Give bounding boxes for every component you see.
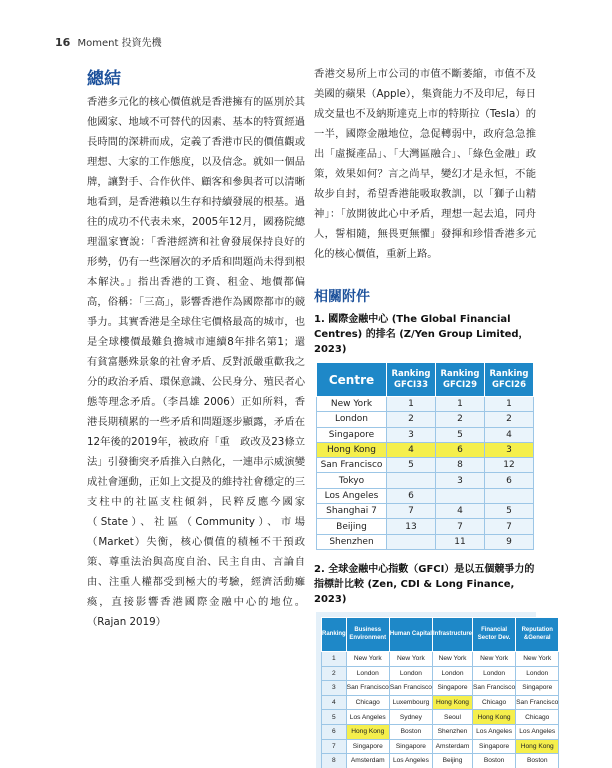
city-cell: New York xyxy=(317,397,387,412)
rank-cell: 6 xyxy=(387,488,436,503)
city-cell: Singapore xyxy=(389,739,432,754)
city-cell: Sydney xyxy=(389,710,432,725)
rank-cell: 4 xyxy=(485,427,534,442)
rank-cell: 12 xyxy=(485,458,534,473)
summary-title: 總結 xyxy=(87,69,121,89)
city-cell: London xyxy=(317,412,387,427)
city-cell: London xyxy=(346,666,389,681)
rank-cell: 2 xyxy=(436,412,485,427)
table1-header-cell: Ranking GFCI29 xyxy=(436,363,485,397)
rank-cell: 6 xyxy=(436,442,485,457)
city-cell: London xyxy=(516,666,559,681)
table-row xyxy=(322,710,559,725)
table-row xyxy=(322,695,559,710)
table-row xyxy=(322,754,559,768)
rank-cell: 7 xyxy=(322,739,347,754)
city-cell: Hong Kong xyxy=(317,442,387,457)
city-cell: Amsterdam xyxy=(346,754,389,768)
city-cell: Shenzhen xyxy=(432,724,472,739)
city-cell: San Francisco xyxy=(473,681,516,696)
city-cell: New York xyxy=(516,651,559,666)
city-cell: Hong Kong xyxy=(346,724,389,739)
city-cell: London xyxy=(389,666,432,681)
city-cell: New York xyxy=(432,651,472,666)
rank-cell: 3 xyxy=(387,427,436,442)
rank-cell: 2 xyxy=(387,412,436,427)
city-cell: San Francisco xyxy=(389,681,432,696)
city-cell: Hong Kong xyxy=(473,710,516,725)
table-row xyxy=(317,504,534,519)
rank-cell: 13 xyxy=(387,519,436,534)
rank-cell: 4 xyxy=(436,504,485,519)
city-cell: Shanghai 7 xyxy=(317,504,387,519)
table2-heading: 2. 全球金融中心指數（GFCI）是以五個競爭力的指標計比較 (Zen, CDI & Long Finance, 2023) xyxy=(314,563,535,605)
city-cell: Hong Kong xyxy=(432,695,472,710)
city-cell: Chicago xyxy=(516,710,559,725)
rank-cell: 4 xyxy=(322,695,347,710)
table-row xyxy=(317,442,534,457)
city-cell: Boston xyxy=(516,754,559,768)
table-row xyxy=(317,534,534,549)
city-cell: Luxembourg xyxy=(389,695,432,710)
city-cell: Los Angeles xyxy=(346,710,389,725)
city-cell: Singapore xyxy=(516,681,559,696)
city-cell: San Francisco xyxy=(346,681,389,696)
city-cell: Tokyo xyxy=(317,473,387,488)
table-row xyxy=(322,739,559,754)
publication-title: Moment 投資先機 xyxy=(77,38,162,49)
rank-cell: 1 xyxy=(387,397,436,412)
table-row xyxy=(322,651,559,666)
city-cell: Singapore xyxy=(432,681,472,696)
city-cell: Chicago xyxy=(346,695,389,710)
table-row xyxy=(322,666,559,681)
city-cell: Singapore xyxy=(317,427,387,442)
city-cell: Los Angeles xyxy=(473,724,516,739)
table-row xyxy=(322,724,559,739)
left-column xyxy=(87,64,305,632)
city-cell: Los Angeles xyxy=(389,754,432,768)
page-number: 16 xyxy=(55,36,71,49)
table-row xyxy=(317,412,534,427)
table1-header-cell: Ranking GFCI26 xyxy=(485,363,534,397)
city-cell: San Francisco xyxy=(516,695,559,710)
rank-cell: 6 xyxy=(322,724,347,739)
competitiveness-table xyxy=(321,617,559,768)
rank-cell: 9 xyxy=(485,534,534,549)
rank-cell: 5 xyxy=(322,710,347,725)
city-cell: Amsterdam xyxy=(432,739,472,754)
rank-cell: 1 xyxy=(485,397,534,412)
table1-heading: 1. 國際金融中心 (The Global Financial Centres) 的排名 (Z/Yen Group Limited，2023) xyxy=(314,314,529,355)
city-cell: London xyxy=(473,666,516,681)
city-cell: London xyxy=(432,666,472,681)
city-cell: Los Angeles xyxy=(317,488,387,503)
rank-cell: 8 xyxy=(436,458,485,473)
table-row xyxy=(317,519,534,534)
rank-cell: 7 xyxy=(387,504,436,519)
city-cell: Beijing xyxy=(317,519,387,534)
rank-cell: 1 xyxy=(436,397,485,412)
table-row xyxy=(317,473,534,488)
rank-cell xyxy=(387,534,436,549)
city-cell: Singapore xyxy=(473,739,516,754)
right-column xyxy=(314,64,559,768)
table-row xyxy=(317,397,534,412)
rank-cell: 2 xyxy=(322,666,347,681)
table2-header-cell: Financial Sector Dev. xyxy=(473,617,516,651)
rank-cell: 5 xyxy=(436,427,485,442)
table-row xyxy=(317,488,534,503)
city-cell: New York xyxy=(389,651,432,666)
rank-cell: 5 xyxy=(485,504,534,519)
city-cell: Singapore xyxy=(346,739,389,754)
rank-cell: 1 xyxy=(322,651,347,666)
city-cell: Boston xyxy=(389,724,432,739)
rank-cell: 7 xyxy=(485,519,534,534)
table-row xyxy=(317,458,534,473)
competitiveness-table-panel xyxy=(316,612,559,768)
table-row xyxy=(317,427,534,442)
city-cell: San Francisco xyxy=(317,458,387,473)
rank-cell: 3 xyxy=(436,473,485,488)
rank-cell: 5 xyxy=(387,458,436,473)
table2-header-cell: Business Environment xyxy=(346,617,389,651)
rank-cell: 8 xyxy=(322,754,347,768)
rank-cell: 6 xyxy=(485,473,534,488)
summary-paragraph-2: 香港交易所上市公司的市值不斷萎縮，市值不及美國的蘋果（Apple），集資能力不及印尼，每日成交量也不及納斯達克上市的特斯拉（Tesla）的一半，國際金融地位，急促轉弱中，政府急急推出「虛擬產品」、「大灣區融合」、「綠色金融」政策，效果如何？言之尚早，變幻才是永恒，不能故步自封，希望香港能吸取教訓，以「獅子山精神」：「放開彼此心中矛盾，理想一起去追，同舟人，誓相隨，無畏更無懼」發揮和珍惜香港多元化的核心價值，重新上路。 xyxy=(314,68,536,260)
appendix-title: 相關附件 xyxy=(314,289,370,305)
rank-cell: 4 xyxy=(387,442,436,457)
rank-cell: 11 xyxy=(436,534,485,549)
table-row xyxy=(322,681,559,696)
rank-cell: 7 xyxy=(436,519,485,534)
city-cell: Beijing xyxy=(432,754,472,768)
rank-cell xyxy=(387,473,436,488)
table2-header-cell: Infrastructure xyxy=(432,617,472,651)
table2-header-cell: Ranking xyxy=(322,617,347,651)
city-cell: Chicago xyxy=(473,695,516,710)
rank-cell: 3 xyxy=(322,681,347,696)
table2-header-cell: Human Capital xyxy=(389,617,432,651)
city-cell: New York xyxy=(473,651,516,666)
table2-header-cell: Reputation &General xyxy=(516,617,559,651)
rank-cell xyxy=(485,488,534,503)
rank-cell: 3 xyxy=(485,442,534,457)
city-cell: Hong Kong xyxy=(516,739,559,754)
rank-cell: 2 xyxy=(485,412,534,427)
city-cell: Los Angeles xyxy=(516,724,559,739)
gfci-ranking-table xyxy=(316,362,534,550)
summary-paragraph-1: 香港多元化的核心價值就是香港擁有的區別於其他國家、地域不可替代的因素、基本的特質經過長時間的深耕而成，定義了香港市民的價值觀或理想、大家的工作態度，以及信念。就如一個品牌，讓對手、合作伙伴、顧客和參與者可以清晰地看到，是香港賴以生存和持續發展的根基。過往的成功不代表未來，2005年12月，國務院總理溫家寶說：「香港經濟和社會發展保持良好的形勢，仍有一些深層次的矛盾和問題尚未得到根本解決。」指出香港的工資、租金、地價都偏高，俗稱：「三高」，影響香港作為國際都市的競爭力。其實香港是全球住宅價格最高的城市，也是全球樓價最難負擔城市連續8年排名第1；還有貧富懸殊景象的社會矛盾、反對派嚴重歡我之分的政治矛盾、環保意識、公民身分、殖民者心態等理念矛盾。（李昌雄 2006）正如所料，香港長期積累的一些矛盾和問題逐步顯露，矛盾在12年後的2019年，被政府「重 政改及23條立法」引發衝突矛盾推入白熱化，一連串示威演變成社會運動，正如上文提及的維持社會穩定的三支柱中的社區支柱傾斜，民粹反應今國家（State）、社區（Community）、市場（Market）失衡，核心價值的積極不干預政策、尊重法治與高度自治、民主自由、言論自由、注重人權都受到極大的考驗，經濟活動癱瘓，直接影響香港國際金融中心的地位。（Rajan 2019） xyxy=(87,96,305,628)
city-cell: Boston xyxy=(473,754,516,768)
table1-header-cell: Centre xyxy=(317,363,387,397)
city-cell: New York xyxy=(346,651,389,666)
city-cell: Shenzhen xyxy=(317,534,387,549)
city-cell: Seoul xyxy=(432,710,472,725)
table1-header-cell: Ranking GFCI33 xyxy=(387,363,436,397)
rank-cell xyxy=(436,488,485,503)
page-header xyxy=(55,34,162,49)
